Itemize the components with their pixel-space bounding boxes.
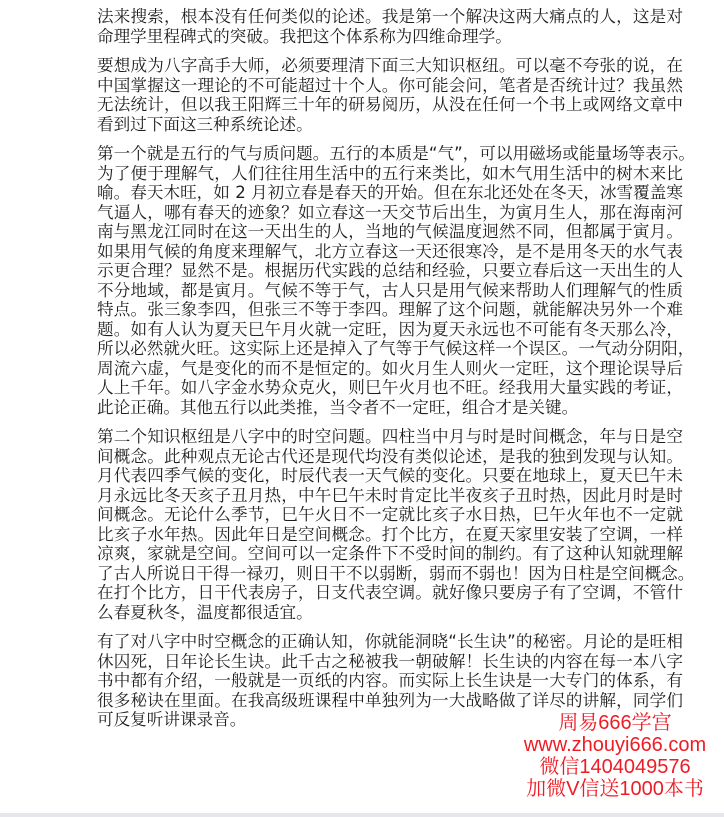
text-line: 很多秘诀在里面。在我高级班课程中单独列为一大战略做了详尽的讲解，同学们 xyxy=(97,690,683,710)
text-line: 周流六虚，气是变化的而不是恒定的。如火月生人则火一定旺，这个理论误导后 xyxy=(97,358,683,378)
watermark-line: www.zhouyi666.com xyxy=(523,734,707,756)
text-line: 月永远比冬天亥子丑月热，中午巳午未时肯定比半夜亥子丑时热，因此月时是时 xyxy=(97,485,683,505)
text-line: 可反复听讲课录音。 xyxy=(97,710,247,729)
text-line: 如果用气候的角度来理解气，北方立春这一天还很寒冷，是不是用冬天的水气表 xyxy=(97,241,683,261)
text-line: 了古人所说日干得一禄刃，则日干不以弱断，弱而不弱也！因为日柱是空间概念。 xyxy=(97,563,695,583)
text-line: 看到过下面这三种系统论述。 xyxy=(97,114,313,134)
text-line: 间概念。此种观点无论古代还是现代均没有类似论述，是我的独到发现与认知。 xyxy=(97,446,683,466)
bottom-edge xyxy=(0,813,724,817)
text-line: 人上千年。如八字金水势众克火，则巳午火月也不旺。经我用大量实践的考证， xyxy=(97,378,683,397)
paragraph xyxy=(97,56,683,134)
text-line: 不分地域，都是寅月。气候不等于气，古人只是用气候来帮助人们理解气的性质 xyxy=(97,280,683,300)
text-line: 无法统计，但以我王阳辉三十年的研易阅历，从没在任何一个书上或网络文章中 xyxy=(97,95,683,114)
text-line: 凉爽，家就是空间。空间可以一定条件下不受时间的制约。有了这种认知就理解 xyxy=(97,544,683,563)
text-line: 法来搜索，根本没有任何类似的论述。我是第一个解决这两大痛点的人，这是对 xyxy=(97,7,683,26)
watermark-line: 微信1404049576 xyxy=(539,756,691,778)
text-line: 中国掌握这一理论的不可能超过十个人。你可能会问，笔者是否统计过？我虽然 xyxy=(97,75,683,95)
text-line: 为了便于理解气，人们往往用生活中的五行来类比，如木气用生活中的树木来比 xyxy=(97,163,683,183)
text-line: 书中都有介绍，一般就是一页纸的内容。而实际上长生诀是一大专门的体系，有 xyxy=(97,671,683,690)
text-line: 在打个比方，日干代表房子，日支代表空调。就好像只要房子有了空调，不管什 xyxy=(97,583,683,602)
text-line: 气逼人，哪有春天的迹象？如立春这一天交节后出生，为寅月生人，那在海南河 xyxy=(97,202,683,222)
text-line: 么春夏秋冬，温度都很适宜。 xyxy=(97,602,313,622)
text-line: 休囚死，日年论长生诀。此千古之秘被我一朝破解！长生诀的内容在每一本八字 xyxy=(97,651,683,671)
document-page xyxy=(97,7,695,740)
paragraph xyxy=(97,427,695,622)
text-line: 月代表四季气候的变化，时辰代表一天气候的变化。只要在地球上，夏天巳午未 xyxy=(97,466,683,485)
watermark xyxy=(510,712,720,800)
text-line: 第二个知识枢纽是八字中的时空问题。四柱当中月与时是时间概念，年与日是空 xyxy=(97,427,683,446)
text-line: 南与黑龙江同时在这一天出生的人，当地的气候温度迥然不同，但都属于寅月。 xyxy=(97,222,683,241)
text-line: 要想成为八字高手大师，必须要理清下面三大知识枢纽。可以毫不夸张的说，在 xyxy=(97,56,683,75)
text-line: 特点。张三象李四，但张三不等于李四。理解了这个问题，就能解决另外一个难 xyxy=(97,300,683,319)
watermark-line: 周易666学宫 xyxy=(558,712,672,734)
watermark-line: 加微V信送1000本书 xyxy=(526,778,704,800)
text-line: 第一个就是五行的气与质问题。五行的本质是“气”，可以用磁场或能量场等表示。 xyxy=(97,144,695,163)
text-line: 所以必然就火旺。这实际上还是掉入了气等于气候这样一个误区。一气动分阴阳， xyxy=(97,339,695,358)
text-line: 题。如有人认为夏天巳午月火就一定旺，因为夏天永远也不可能有冬天那么冷， xyxy=(97,319,683,339)
text-line: 比亥子水年热。因此年日是空间概念。打个比方，在夏天家里安装了空调，一样 xyxy=(97,524,683,544)
text-line: 间概念。无论什么季节，巳午火日不一定就比亥子水日热，巳午火年也不一定就 xyxy=(97,505,683,524)
paragraph xyxy=(97,144,695,417)
text-line: 喻。春天木旺，如 2 月初立春是春天的开始。但在东北还处在冬天，冰雪覆盖寒 xyxy=(97,183,683,202)
paragraph xyxy=(97,7,683,46)
text-line: 命理学里程碑式的突破。我把这个体系称为四维命理学。 xyxy=(97,26,512,46)
text-line: 此论正确。其他五行以此类推，当令者不一定旺，组合才是关键。 xyxy=(97,397,579,417)
text-line: 有了对八字中时空概念的正确认知，你就能洞晓“长生诀”的秘密。月论的是旺相 xyxy=(97,632,683,651)
text-line: 示更合理？显然不是。根据历代实践的总结和经验，只要立春后这一天出生的人 xyxy=(97,261,683,280)
